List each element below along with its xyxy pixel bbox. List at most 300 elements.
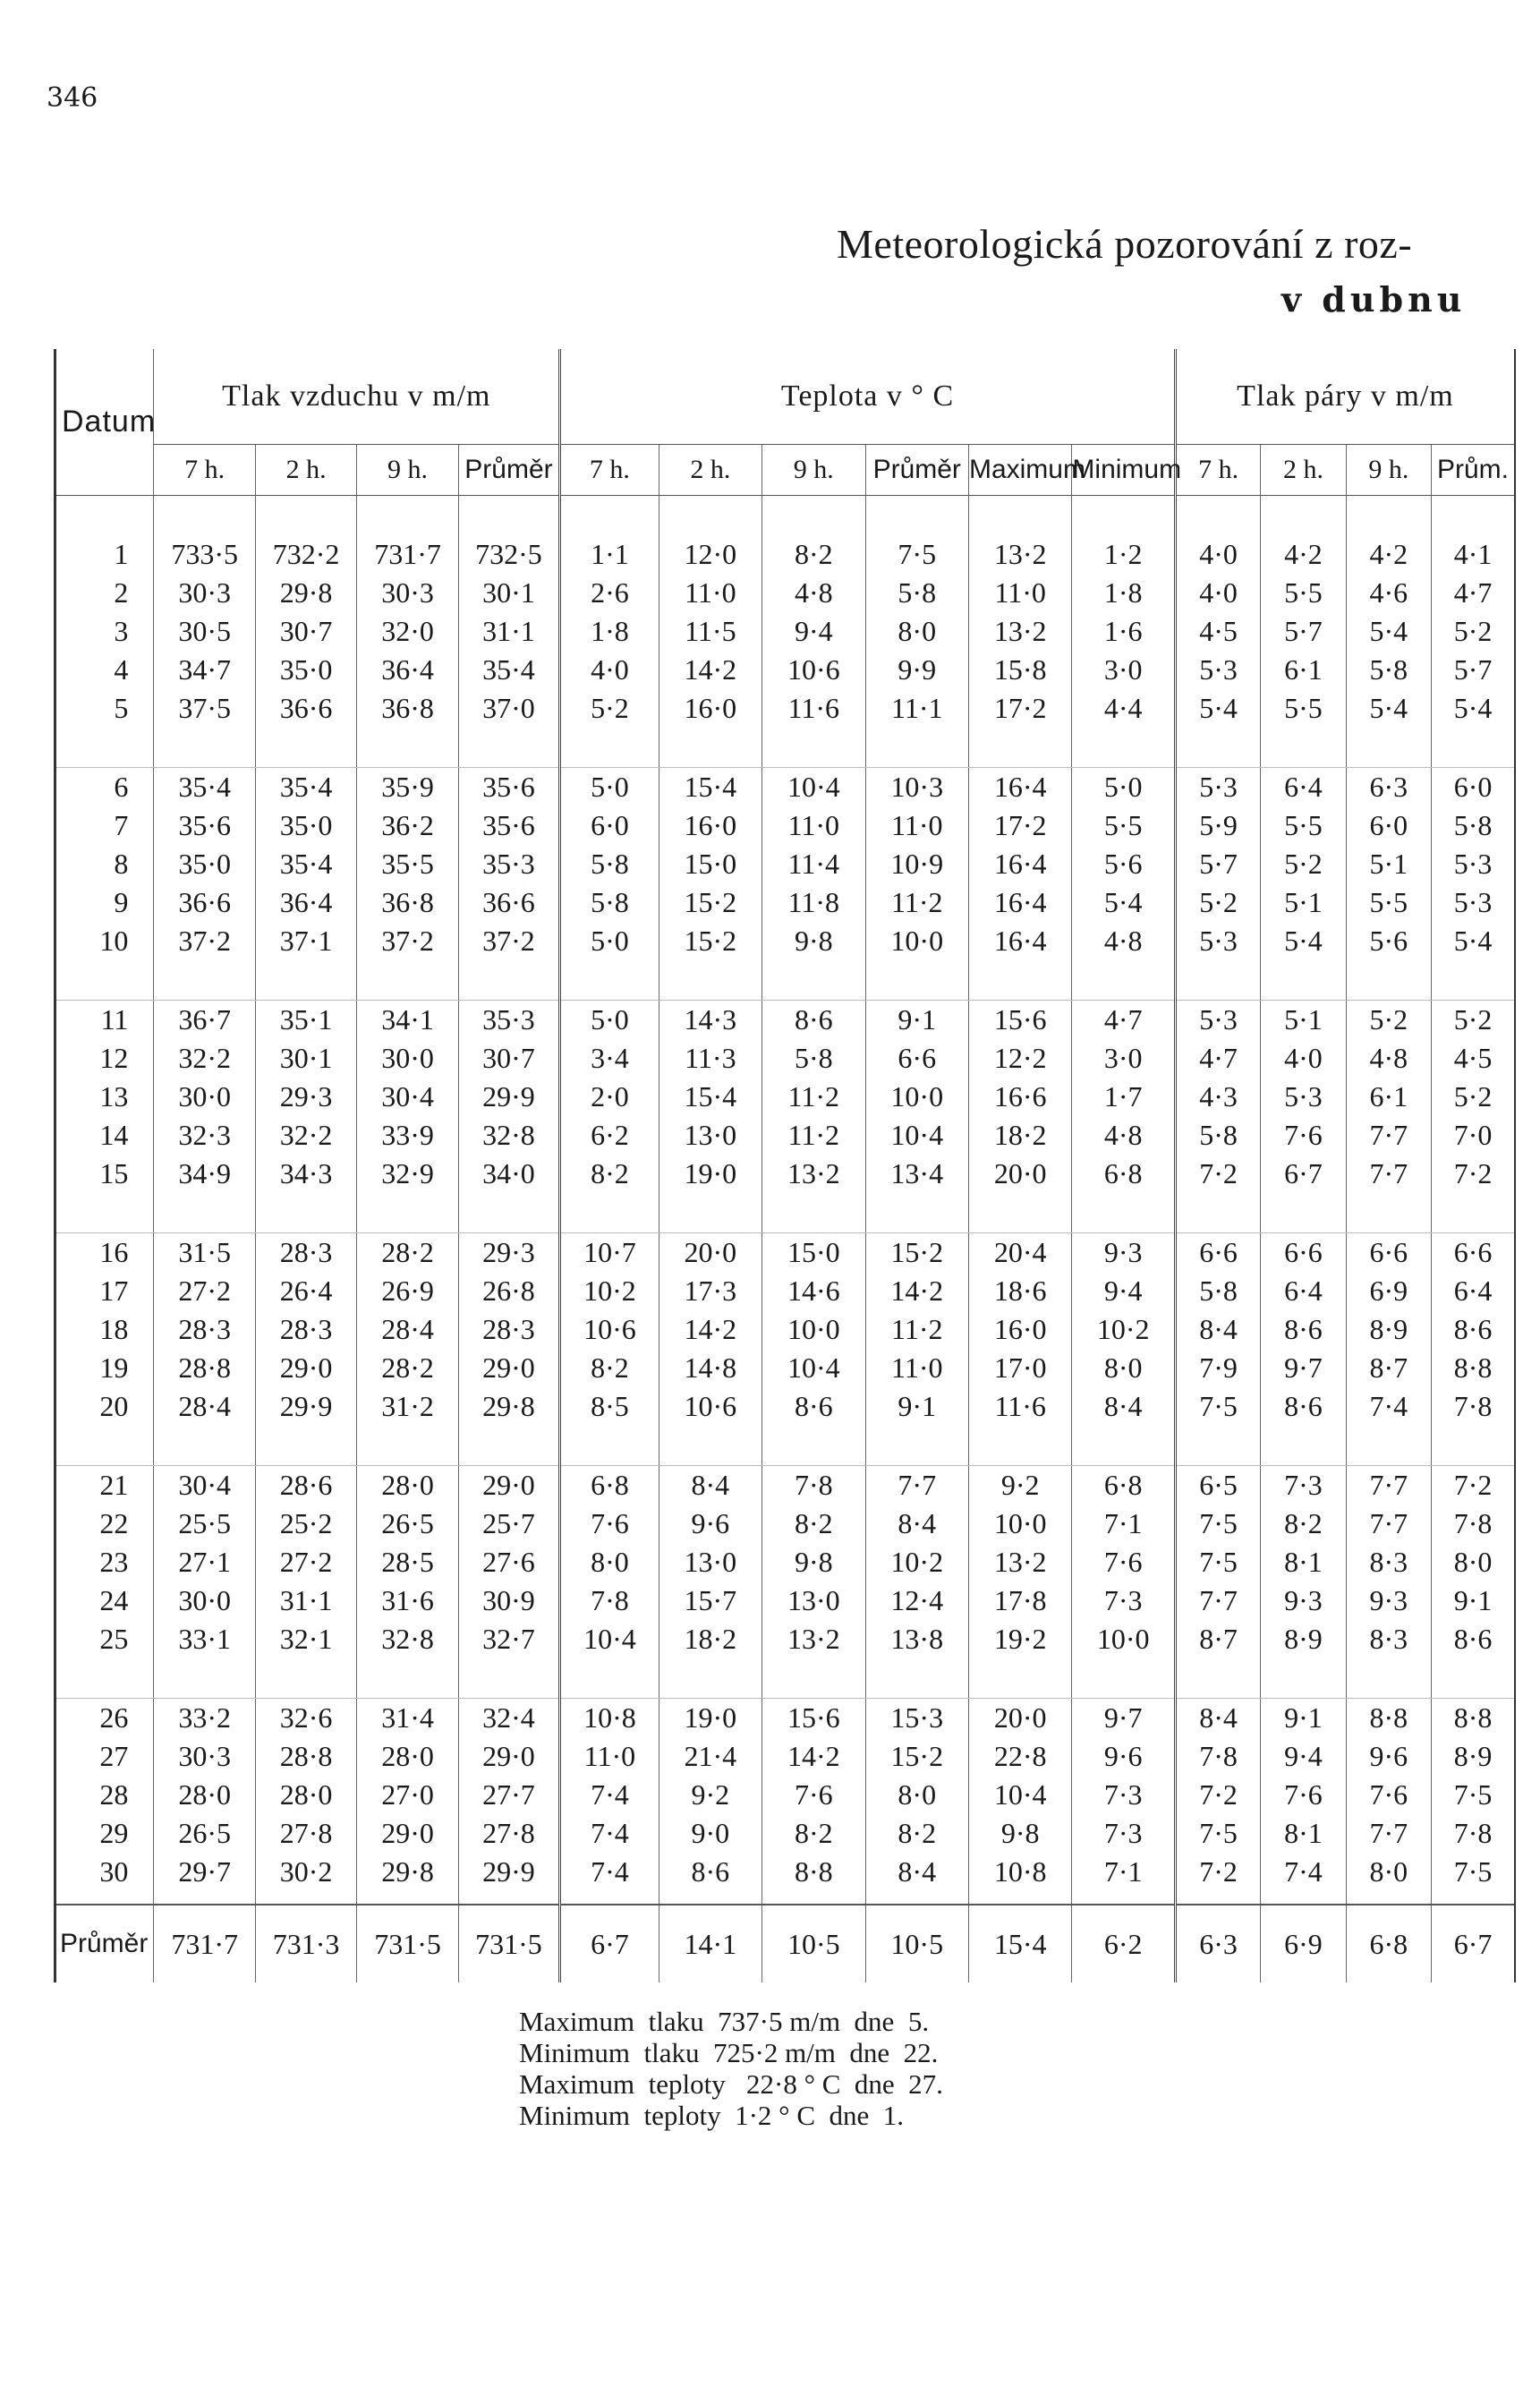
- value-cell: 8·2: [762, 1814, 865, 1853]
- value-cell: 6·4: [1261, 1272, 1346, 1310]
- value-cell: 34·0: [458, 1155, 559, 1233]
- value-cell: 29·0: [357, 1814, 458, 1853]
- value-cell: 25·7: [458, 1505, 559, 1543]
- day-cell: 2: [55, 574, 154, 612]
- value-cell: 36·8: [357, 689, 458, 768]
- value-cell: 3·0: [1072, 1039, 1175, 1078]
- value-cell: 8·9: [1346, 1310, 1431, 1349]
- value-cell: 36·6: [458, 883, 559, 922]
- value-cell: 1·8: [1072, 574, 1175, 612]
- value-cell: 25·5: [154, 1505, 255, 1543]
- day-cell: 17: [55, 1272, 154, 1310]
- value-cell: 4·2: [1346, 496, 1431, 575]
- value-cell: 30·3: [154, 574, 255, 612]
- value-cell: 5·4: [1175, 689, 1260, 768]
- value-cell: 11·6: [968, 1387, 1071, 1466]
- value-cell: 6·5: [1175, 1466, 1260, 1505]
- value-cell: 11·0: [659, 574, 761, 612]
- value-cell: 5·5: [1261, 574, 1346, 612]
- day-cell: 7: [55, 806, 154, 845]
- table-row: [55, 1078, 1516, 1116]
- value-cell: 35·0: [255, 651, 356, 689]
- value-cell: 14·8: [659, 1349, 761, 1387]
- value-cell: 10·4: [865, 1116, 968, 1155]
- mean-value-cell: 15·4: [968, 1905, 1071, 1982]
- value-cell: 6·2: [560, 1116, 659, 1155]
- value-cell: 7·5: [1175, 1505, 1260, 1543]
- value-cell: 5·4: [1346, 612, 1431, 651]
- value-cell: 5·8: [1346, 651, 1431, 689]
- value-cell: 11·1: [865, 689, 968, 768]
- value-cell: 7·3: [1072, 1581, 1175, 1620]
- value-cell: 28·2: [357, 1349, 458, 1387]
- value-cell: 9·6: [1072, 1737, 1175, 1776]
- value-cell: 1·2: [1072, 496, 1175, 575]
- mean-value-cell: 14·1: [659, 1905, 761, 1982]
- day-cell: 15: [55, 1155, 154, 1233]
- value-cell: 34·3: [255, 1155, 356, 1233]
- value-cell: 4·0: [1175, 574, 1260, 612]
- value-cell: 5·1: [1346, 845, 1431, 883]
- value-cell: 17·8: [968, 1581, 1071, 1620]
- table-row: [55, 1001, 1516, 1040]
- value-cell: 8·8: [1432, 1699, 1515, 1738]
- value-cell: 4·1: [1432, 496, 1515, 575]
- value-cell: 8·2: [762, 496, 865, 575]
- col-header: 9 h.: [1346, 445, 1431, 496]
- value-cell: 2·6: [560, 574, 659, 612]
- table-row: [55, 1466, 1516, 1505]
- value-cell: 4·7: [1175, 1039, 1260, 1078]
- value-cell: 10·4: [968, 1776, 1071, 1814]
- value-cell: 28·3: [255, 1233, 356, 1273]
- value-cell: 7·8: [1432, 1387, 1515, 1466]
- value-cell: 19·2: [968, 1620, 1071, 1699]
- table-row: [55, 922, 1516, 1001]
- value-cell: 7·5: [865, 496, 968, 575]
- value-cell: 15·0: [762, 1233, 865, 1273]
- value-cell: 8·0: [865, 1776, 968, 1814]
- value-cell: 35·3: [458, 845, 559, 883]
- value-cell: 29·8: [255, 574, 356, 612]
- value-cell: 6·4: [1432, 1272, 1515, 1310]
- value-cell: 5·2: [1175, 883, 1260, 922]
- value-cell: 29·0: [458, 1737, 559, 1776]
- value-cell: 11·0: [560, 1737, 659, 1776]
- value-cell: 29·9: [458, 1853, 559, 1905]
- value-cell: 30·2: [255, 1853, 356, 1905]
- value-cell: 4·0: [1175, 496, 1260, 575]
- value-cell: 4·0: [560, 651, 659, 689]
- value-cell: 8·0: [560, 1543, 659, 1581]
- value-cell: 6·0: [1432, 768, 1515, 807]
- value-cell: 35·6: [458, 806, 559, 845]
- table-row: [55, 574, 1516, 612]
- value-cell: 17·3: [659, 1272, 761, 1310]
- day-cell: 21: [55, 1466, 154, 1505]
- value-cell: 5·8: [1175, 1116, 1260, 1155]
- value-cell: 9·0: [659, 1814, 761, 1853]
- value-cell: 15·4: [659, 768, 761, 807]
- value-cell: 8·2: [762, 1505, 865, 1543]
- value-cell: 13·2: [968, 1543, 1071, 1581]
- col-header: 2 h.: [659, 445, 761, 496]
- value-cell: 10·6: [659, 1387, 761, 1466]
- value-cell: 19·0: [659, 1699, 761, 1738]
- value-cell: 28·3: [458, 1310, 559, 1349]
- value-cell: 8·4: [659, 1466, 761, 1505]
- value-cell: 7·6: [1261, 1776, 1346, 1814]
- value-cell: 12·4: [865, 1581, 968, 1620]
- value-cell: 8·7: [1346, 1349, 1431, 1387]
- value-cell: 10·4: [560, 1620, 659, 1699]
- value-cell: 33·2: [154, 1699, 255, 1738]
- value-cell: 7·7: [1346, 1116, 1431, 1155]
- value-cell: 10·3: [865, 768, 968, 807]
- value-cell: 30·9: [458, 1581, 559, 1620]
- value-cell: 7·4: [1261, 1853, 1346, 1905]
- value-cell: 8·0: [1072, 1349, 1175, 1387]
- value-cell: 37·2: [357, 922, 458, 1001]
- value-cell: 9·4: [1261, 1737, 1346, 1776]
- col-header: 7 h.: [1175, 445, 1260, 496]
- table-row: [55, 1581, 1516, 1620]
- day-cell: 4: [55, 651, 154, 689]
- col-header: Minimum: [1072, 445, 1175, 496]
- value-cell: 8·4: [865, 1505, 968, 1543]
- value-cell: 4·2: [1261, 496, 1346, 575]
- value-cell: 6·8: [1072, 1466, 1175, 1505]
- value-cell: 26·4: [255, 1272, 356, 1310]
- value-cell: 5·1: [1261, 883, 1346, 922]
- observations-table: [54, 349, 1516, 1982]
- value-cell: 7·2: [1175, 1853, 1260, 1905]
- value-cell: 32·2: [255, 1116, 356, 1155]
- day-cell: 13: [55, 1078, 154, 1116]
- value-cell: 34·1: [357, 1001, 458, 1040]
- col-header: 7 h.: [154, 445, 255, 496]
- value-cell: 1·1: [560, 496, 659, 575]
- observations-body: [55, 496, 1516, 1905]
- value-cell: 5·1: [1261, 1001, 1346, 1040]
- table-row: [55, 1155, 1516, 1233]
- value-cell: 6·6: [1432, 1233, 1515, 1273]
- value-cell: 5·4: [1261, 922, 1346, 1001]
- value-cell: 31·1: [458, 612, 559, 651]
- subheader-row: [55, 445, 1516, 496]
- value-cell: 5·3: [1432, 883, 1515, 922]
- page-heading: Meteorologická pozorování z roz-: [837, 221, 1413, 267]
- value-cell: 8·0: [865, 612, 968, 651]
- value-cell: 9·6: [1346, 1737, 1431, 1776]
- value-cell: 28·3: [255, 1310, 356, 1349]
- value-cell: 21·4: [659, 1737, 761, 1776]
- value-cell: 29·9: [458, 1078, 559, 1116]
- table-row: [55, 806, 1516, 845]
- value-cell: 15·6: [968, 1001, 1071, 1040]
- value-cell: 35·3: [458, 1001, 559, 1040]
- col-header: Průměr: [865, 445, 968, 496]
- value-cell: 7·3: [1261, 1466, 1346, 1505]
- value-cell: 32·7: [458, 1620, 559, 1699]
- value-cell: 7·7: [1346, 1466, 1431, 1505]
- value-cell: 35·6: [154, 806, 255, 845]
- value-cell: 30·3: [357, 574, 458, 612]
- value-cell: 4·6: [1346, 574, 1431, 612]
- value-cell: 10·0: [762, 1310, 865, 1349]
- value-cell: 4·5: [1175, 612, 1260, 651]
- value-cell: 29·0: [458, 1466, 559, 1505]
- value-cell: 9·3: [1346, 1581, 1431, 1620]
- value-cell: 34·7: [154, 651, 255, 689]
- vapor-group-header: Tlak páry v m/m: [1175, 349, 1515, 445]
- value-cell: 10·2: [1072, 1310, 1175, 1349]
- value-cell: 12·2: [968, 1039, 1071, 1078]
- value-cell: 8·2: [560, 1349, 659, 1387]
- value-cell: 16·4: [968, 883, 1071, 922]
- value-cell: 8·6: [762, 1387, 865, 1466]
- value-cell: 11·3: [659, 1039, 761, 1078]
- col-header: 2 h.: [255, 445, 356, 496]
- value-cell: 5·2: [1346, 1001, 1431, 1040]
- value-cell: 29·7: [154, 1853, 255, 1905]
- value-cell: 36·4: [255, 883, 356, 922]
- value-cell: 7·2: [1175, 1155, 1260, 1233]
- value-cell: 5·7: [1432, 651, 1515, 689]
- day-cell: 26: [55, 1699, 154, 1738]
- value-cell: 16·0: [659, 689, 761, 768]
- value-cell: 11·6: [762, 689, 865, 768]
- value-cell: 5·5: [1072, 806, 1175, 845]
- value-cell: 33·1: [154, 1620, 255, 1699]
- value-cell: 33·9: [357, 1116, 458, 1155]
- value-cell: 30·0: [154, 1581, 255, 1620]
- value-cell: 11·0: [762, 806, 865, 845]
- table-row: [55, 1272, 1516, 1310]
- value-cell: 8·2: [560, 1155, 659, 1233]
- value-cell: 10·4: [762, 1349, 865, 1387]
- value-cell: 5·8: [1432, 806, 1515, 845]
- day-cell: 6: [55, 768, 154, 807]
- value-cell: 4·8: [1346, 1039, 1431, 1078]
- value-cell: 4·8: [1072, 922, 1175, 1001]
- value-cell: 29·0: [255, 1349, 356, 1387]
- value-cell: 8·4: [1175, 1699, 1260, 1738]
- value-cell: 8·2: [865, 1814, 968, 1853]
- day-cell: 12: [55, 1039, 154, 1078]
- value-cell: 7·4: [560, 1853, 659, 1905]
- value-cell: 15·7: [659, 1581, 761, 1620]
- value-cell: 9·8: [762, 922, 865, 1001]
- value-cell: 9·1: [1432, 1581, 1515, 1620]
- table-row: [55, 1310, 1516, 1349]
- value-cell: 8·6: [1432, 1310, 1515, 1349]
- value-cell: 9·8: [762, 1543, 865, 1581]
- value-cell: 9·8: [968, 1814, 1071, 1853]
- value-cell: 13·2: [762, 1155, 865, 1233]
- col-header: 9 h.: [357, 445, 458, 496]
- value-cell: 5·0: [560, 922, 659, 1001]
- value-cell: 11·2: [762, 1078, 865, 1116]
- value-cell: 8·2: [1261, 1505, 1346, 1543]
- value-cell: 25·2: [255, 1505, 356, 1543]
- value-cell: 37·1: [255, 922, 356, 1001]
- value-cell: 9·2: [968, 1466, 1071, 1505]
- value-cell: 4·4: [1072, 689, 1175, 768]
- value-cell: 10·0: [1072, 1620, 1175, 1699]
- table-row: [55, 1737, 1516, 1776]
- value-cell: 6·6: [1346, 1233, 1431, 1273]
- value-cell: 31·1: [255, 1581, 356, 1620]
- value-cell: 5·8: [762, 1039, 865, 1078]
- day-cell: 14: [55, 1116, 154, 1155]
- value-cell: 30·0: [357, 1039, 458, 1078]
- value-cell: 15·3: [865, 1699, 968, 1738]
- day-cell: 29: [55, 1814, 154, 1853]
- value-cell: 16·4: [968, 922, 1071, 1001]
- day-cell: 25: [55, 1620, 154, 1699]
- value-cell: 7·6: [1072, 1543, 1175, 1581]
- note-min-pressure: Minimum tlaku 725·2 m/m dne 22.: [519, 2037, 939, 2068]
- value-cell: 27·7: [458, 1776, 559, 1814]
- mean-value-cell: 6·9: [1261, 1905, 1346, 1982]
- value-cell: 5·0: [560, 768, 659, 807]
- table-row: [55, 1853, 1516, 1905]
- value-cell: 32·6: [255, 1699, 356, 1738]
- day-cell: 22: [55, 1505, 154, 1543]
- value-cell: 5·3: [1175, 922, 1260, 1001]
- value-cell: 28·4: [357, 1310, 458, 1349]
- value-cell: 34·9: [154, 1155, 255, 1233]
- value-cell: 8·0: [1346, 1853, 1431, 1905]
- value-cell: 9·3: [1072, 1233, 1175, 1273]
- value-cell: 6·8: [560, 1466, 659, 1505]
- value-cell: 5·4: [1346, 689, 1431, 768]
- value-cell: 6·1: [1261, 651, 1346, 689]
- mean-row: [55, 1905, 1516, 1982]
- mean-value-cell: 731·3: [255, 1905, 356, 1982]
- value-cell: 5·3: [1175, 1001, 1260, 1040]
- value-cell: 11·0: [865, 1349, 968, 1387]
- value-cell: 5·5: [1261, 689, 1346, 768]
- value-cell: 5·4: [1072, 883, 1175, 922]
- value-cell: 27·0: [357, 1776, 458, 1814]
- value-cell: 9·7: [1072, 1699, 1175, 1738]
- value-cell: 15·6: [762, 1699, 865, 1738]
- value-cell: 28·4: [154, 1387, 255, 1466]
- value-cell: 8·6: [762, 1001, 865, 1040]
- value-cell: 4·8: [762, 574, 865, 612]
- value-cell: 14·2: [659, 651, 761, 689]
- value-cell: 31·4: [357, 1699, 458, 1738]
- table-row: [55, 1505, 1516, 1543]
- value-cell: 13·0: [659, 1116, 761, 1155]
- value-cell: 6·0: [1346, 806, 1431, 845]
- value-cell: 5·0: [1072, 768, 1175, 807]
- value-cell: 6·9: [1346, 1272, 1431, 1310]
- value-cell: 5·8: [865, 574, 968, 612]
- value-cell: 10·6: [560, 1310, 659, 1349]
- value-cell: 31·6: [357, 1581, 458, 1620]
- value-cell: 28·2: [357, 1233, 458, 1273]
- value-cell: 35·4: [458, 651, 559, 689]
- value-cell: 5·8: [1175, 1272, 1260, 1310]
- value-cell: 7·7: [1346, 1505, 1431, 1543]
- day-cell: 27: [55, 1737, 154, 1776]
- value-cell: 5·6: [1072, 845, 1175, 883]
- day-cell: 11: [55, 1001, 154, 1040]
- mean-value-cell: 731·5: [357, 1905, 458, 1982]
- value-cell: 15·0: [659, 845, 761, 883]
- value-cell: 12·0: [659, 496, 761, 575]
- table-row: [55, 1699, 1516, 1738]
- mean-value-cell: 10·5: [865, 1905, 968, 1982]
- value-cell: 35·9: [357, 768, 458, 807]
- value-cell: 16·4: [968, 845, 1071, 883]
- value-cell: 8·5: [560, 1387, 659, 1466]
- value-cell: 1·6: [1072, 612, 1175, 651]
- value-cell: 15·2: [865, 1737, 968, 1776]
- value-cell: 9·7: [1261, 1349, 1346, 1387]
- value-cell: 10·0: [968, 1505, 1071, 1543]
- value-cell: 14·2: [865, 1272, 968, 1310]
- value-cell: 7·8: [762, 1466, 865, 1505]
- value-cell: 5·2: [1432, 1078, 1515, 1116]
- table-row: [55, 1349, 1516, 1387]
- value-cell: 37·2: [154, 922, 255, 1001]
- value-cell: 26·8: [458, 1272, 559, 1310]
- value-cell: 8·9: [1261, 1620, 1346, 1699]
- value-cell: 6·6: [1261, 1233, 1346, 1273]
- day-cell: 3: [55, 612, 154, 651]
- day-cell: 5: [55, 689, 154, 768]
- value-cell: 36·2: [357, 806, 458, 845]
- value-cell: 6·3: [1346, 768, 1431, 807]
- value-cell: 2·0: [560, 1078, 659, 1116]
- value-cell: 22·8: [968, 1737, 1071, 1776]
- value-cell: 13·0: [659, 1543, 761, 1581]
- value-cell: 28·8: [255, 1737, 356, 1776]
- value-cell: 7·9: [1175, 1349, 1260, 1387]
- value-cell: 28·0: [154, 1776, 255, 1814]
- value-cell: 7·4: [560, 1776, 659, 1814]
- value-cell: 6·0: [560, 806, 659, 845]
- value-cell: 30·1: [255, 1039, 356, 1078]
- value-cell: 5·7: [1175, 845, 1260, 883]
- value-cell: 30·1: [458, 574, 559, 612]
- day-cell: 20: [55, 1387, 154, 1466]
- value-cell: 7·7: [1346, 1814, 1431, 1853]
- table-row: [55, 1387, 1516, 1466]
- value-cell: 36·4: [357, 651, 458, 689]
- value-cell: 29·0: [458, 1349, 559, 1387]
- value-cell: 5·3: [1175, 651, 1260, 689]
- value-cell: 32·0: [357, 612, 458, 651]
- value-cell: 20·0: [659, 1233, 761, 1273]
- table-row: [55, 1543, 1516, 1581]
- value-cell: 19·0: [659, 1155, 761, 1233]
- value-cell: 6·6: [1175, 1233, 1260, 1273]
- value-cell: 10·8: [968, 1853, 1071, 1905]
- value-cell: 28·8: [154, 1349, 255, 1387]
- value-cell: 5·3: [1175, 768, 1260, 807]
- day-cell: 10: [55, 922, 154, 1001]
- value-cell: 17·0: [968, 1349, 1071, 1387]
- col-header: 7 h.: [560, 445, 659, 496]
- value-cell: 17·2: [968, 806, 1071, 845]
- value-cell: 29·8: [357, 1853, 458, 1905]
- value-cell: 13·2: [968, 496, 1071, 575]
